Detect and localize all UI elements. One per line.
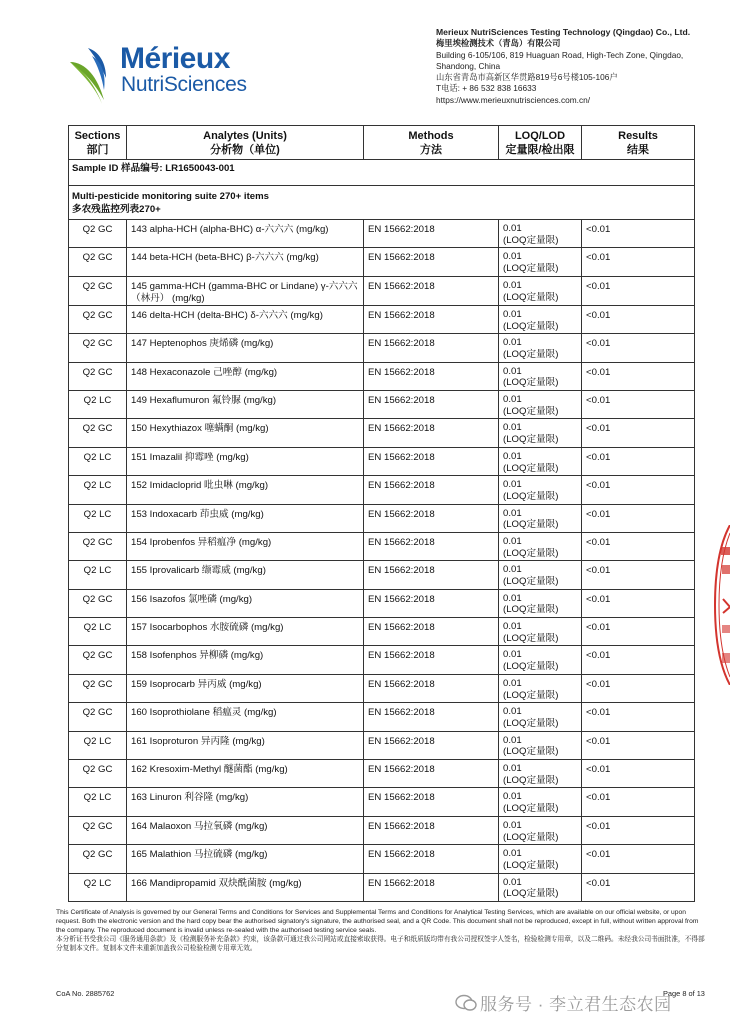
analyte-cell: 154 Iprobenfos 异稻瘟净 (mg/kg) [127,532,364,560]
result-cell: <0.01 [582,561,695,589]
loq-cell: 0.01 (LOQ定量限) [499,646,582,674]
table-row [69,390,695,418]
loq-cell: 0.01 (LOQ定量限) [499,731,582,759]
suite-title: Multi-pesticide monitoring suite 270+ items 多农残监控列表270+ [69,186,695,220]
table-row [69,362,695,390]
result-cell: <0.01 [582,674,695,702]
method-cell: EN 15662:2018 [364,447,499,475]
table-row [69,845,695,873]
terms-disclaimer [56,908,706,953]
loq-cell: 0.01 (LOQ定量限) [499,276,582,305]
section-cell: Q2 GC [69,760,127,788]
method-cell: EN 15662:2018 [364,220,499,248]
section-cell: Q2 LC [69,788,127,816]
section-cell: Q2 LC [69,476,127,504]
analyte-cell: 160 Isoprothiolane 稻瘟灵 (mg/kg) [127,703,364,731]
table-row [69,334,695,362]
loq-cell: 0.01 (LOQ定量限) [499,760,582,788]
result-cell: <0.01 [582,816,695,844]
section-cell: Q2 GC [69,305,127,333]
table-row [69,760,695,788]
analyte-cell: 166 Mandipropamid 双炔酰菌胺 (mg/kg) [127,873,364,901]
company-info [436,27,726,106]
sample-id: Sample ID 样品编号: LR1650043-001 [69,160,695,186]
loq-cell: 0.01 (LOQ定量限) [499,447,582,475]
results-table [68,125,695,902]
method-cell: EN 15662:2018 [364,504,499,532]
loq-cell: 0.01 (LOQ定量限) [499,504,582,532]
section-cell: Q2 GC [69,334,127,362]
analyte-cell: 143 alpha-HCH (alpha-BHC) α-六六六 (mg/kg) [127,220,364,248]
analyte-cell: 165 Malathion 马拉硫磷 (mg/kg) [127,845,364,873]
address-line-2: Shandong, China [436,60,501,71]
analyte-cell: 163 Linuron 利谷隆 (mg/kg) [127,788,364,816]
header-sections: Sections 部门 [69,126,127,160]
section-cell: Q2 LC [69,561,127,589]
result-cell: <0.01 [582,476,695,504]
table-row [69,646,695,674]
analyte-cell: 157 Isocarbophos 水胺硫磷 (mg/kg) [127,618,364,646]
loq-cell: 0.01 (LOQ定量限) [499,618,582,646]
table-header-row [69,126,695,160]
table-row [69,447,695,475]
table-row [69,674,695,702]
result-cell: <0.01 [582,419,695,447]
table-row [69,561,695,589]
section-cell: Q2 GC [69,845,127,873]
result-cell: <0.01 [582,703,695,731]
section-cell: Q2 LC [69,504,127,532]
analyte-cell: 162 Kresoxim-Methyl 醚菌酯 (mg/kg) [127,760,364,788]
method-cell: EN 15662:2018 [364,305,499,333]
result-cell: <0.01 [582,618,695,646]
section-cell: Q2 GC [69,248,127,276]
result-cell: <0.01 [582,504,695,532]
section-cell: Q2 GC [69,220,127,248]
method-cell: EN 15662:2018 [364,362,499,390]
company-name: Merieux NutriSciences Testing Technology (Qingdao) Co., Ltd. [436,27,691,37]
analyte-cell: 153 Indoxacarb 茚虫威 (mg/kg) [127,504,364,532]
wechat-icon [455,994,477,1012]
section-cell: Q2 LC [69,618,127,646]
loq-cell: 0.01 (LOQ定量限) [499,220,582,248]
loq-cell: 0.01 (LOQ定量限) [499,703,582,731]
section-cell: Q2 GC [69,362,127,390]
table-row [69,788,695,816]
method-cell: EN 15662:2018 [364,276,499,305]
header-analytes: Analytes (Units) 分析物（单位) [127,126,364,160]
analyte-cell: 145 gamma-HCH (gamma-BHC or Lindane) γ-六六六（林丹） (mg/kg) [127,276,364,305]
method-cell: EN 15662:2018 [364,760,499,788]
official-seal-fragment [713,525,730,685]
analyte-cell: 159 Isoprocarb 异丙威 (mg/kg) [127,674,364,702]
method-cell: EN 15662:2018 [364,731,499,759]
table-row [69,532,695,560]
table-row [69,731,695,759]
analyte-cell: 149 Hexaflumuron 氟铃脲 (mg/kg) [127,390,364,418]
section-cell: Q2 GC [69,276,127,305]
loq-cell: 0.01 (LOQ定量限) [499,305,582,333]
loq-cell: 0.01 (LOQ定量限) [499,334,582,362]
method-cell: EN 15662:2018 [364,532,499,560]
result-cell: <0.01 [582,589,695,617]
result-cell: <0.01 [582,731,695,759]
result-cell: <0.01 [582,305,695,333]
analyte-cell: 158 Isofenphos 异柳磷 (mg/kg) [127,646,364,674]
method-cell: EN 15662:2018 [364,703,499,731]
loq-cell: 0.01 (LOQ定量限) [499,390,582,418]
loq-cell: 0.01 (LOQ定量限) [499,845,582,873]
result-cell: <0.01 [582,532,695,560]
result-cell: <0.01 [582,447,695,475]
analyte-cell: 147 Heptenophos 庚烯磷 (mg/kg) [127,334,364,362]
loq-cell: 0.01 (LOQ定量限) [499,476,582,504]
method-cell: EN 15662:2018 [364,646,499,674]
table-row [69,504,695,532]
analyte-cell: 150 Hexythiazox 噻螨酮 (mg/kg) [127,419,364,447]
section-cell: Q2 GC [69,816,127,844]
table-row [69,589,695,617]
method-cell: EN 15662:2018 [364,816,499,844]
address-line-1: Building 6-105/106, 819 Huaguan Road, High-Tech Zone, Qingdao, [436,49,684,60]
sample-id-row [69,160,695,186]
analyte-cell: 161 Isoproturon 异丙隆 (mg/kg) [127,731,364,759]
analyte-cell: 156 Isazofos 氯唑磷 (mg/kg) [127,589,364,617]
table-row [69,248,695,276]
result-cell: <0.01 [582,760,695,788]
section-cell: Q2 GC [69,589,127,617]
section-cell: Q2 GC [69,674,127,702]
method-cell: EN 15662:2018 [364,674,499,702]
result-cell: <0.01 [582,788,695,816]
website-link[interactable]: https://www.merieuxnutrisciences.com.cn/ [436,94,591,105]
result-cell: <0.01 [582,220,695,248]
header-loq-lod: LOQ/LOD 定量限/检出限 [499,126,582,160]
terms-en: This Certificate of Analysis is governed by our General Terms and Conditions for Services and Supplemental Terms and Conditions for Analytical Testing Services, which are available on our official website, or upon request. Both the electronic version and the hard copy bear the authorised signatory's signature, the authorised seal, and a QR Code. This document shall not be reproduced, except in full, without written approval from the company. The reproduced document is invalid unless re-sealed with the authorised testing service seals. [56,909,699,935]
method-cell: EN 15662:2018 [364,873,499,901]
header-methods: Methods 方法 [364,126,499,160]
table-row [69,816,695,844]
terms-cn: 本分析证书受我公司《服务通用条款》及《检测服务补充条款》约束，该条款可通过我公司网站或直接索取获得。电子和纸质版均带有我公司授权签字人签名，检验检测专用章，以及二维码。未经我公司书面批准，不得部分复制本文件。复制本文件未重新加盖我公司检验检测专用章无效。 [56,936,705,953]
table-row [69,476,695,504]
table-row [69,305,695,333]
section-cell: Q2 LC [69,447,127,475]
result-cell: <0.01 [582,646,695,674]
loq-cell: 0.01 (LOQ定量限) [499,674,582,702]
section-cell: Q2 GC [69,419,127,447]
company-name-cn: 梅里埃检测技术（青岛）有限公司 [436,38,561,49]
logo-wordmark [120,44,247,96]
phone: T电话: + 86 532 838 16633 [436,83,537,94]
table-row [69,419,695,447]
loq-cell: 0.01 (LOQ定量限) [499,362,582,390]
section-cell: Q2 GC [69,703,127,731]
method-cell: EN 15662:2018 [364,788,499,816]
method-cell: EN 15662:2018 [364,476,499,504]
table-row [69,703,695,731]
analyte-cell: 164 Malaoxon 马拉氧磷 (mg/kg) [127,816,364,844]
table-row [69,276,695,305]
result-cell: <0.01 [582,276,695,305]
suite-title-row [69,186,695,220]
method-cell: EN 15662:2018 [364,390,499,418]
header-results: Results 结果 [582,126,695,160]
method-cell: EN 15662:2018 [364,248,499,276]
result-cell: <0.01 [582,845,695,873]
method-cell: EN 15662:2018 [364,589,499,617]
result-cell: <0.01 [582,873,695,901]
section-cell: Q2 LC [69,731,127,759]
loq-cell: 0.01 (LOQ定量限) [499,248,582,276]
loq-cell: 0.01 (LOQ定量限) [499,589,582,617]
table-row [69,220,695,248]
analyte-cell: 146 delta-HCH (delta-BHC) δ-六六六 (mg/kg) [127,305,364,333]
method-cell: EN 15662:2018 [364,334,499,362]
method-cell: EN 15662:2018 [364,561,499,589]
watermark-text: 服务号 · 李立君生态农园 [480,995,672,1014]
logo-sub-text: NutriSciences [121,73,247,96]
method-cell: EN 15662:2018 [364,618,499,646]
loq-cell: 0.01 (LOQ定量限) [499,816,582,844]
loq-cell: 0.01 (LOQ定量限) [499,788,582,816]
analyte-cell: 155 Iprovalicarb 缬霉威 (mg/kg) [127,561,364,589]
loq-cell: 0.01 (LOQ定量限) [499,873,582,901]
method-cell: EN 15662:2018 [364,845,499,873]
loq-cell: 0.01 (LOQ定量限) [499,561,582,589]
result-cell: <0.01 [582,334,695,362]
section-cell: Q2 LC [69,873,127,901]
table-row [69,618,695,646]
result-cell: <0.01 [582,362,695,390]
section-cell: Q2 GC [69,646,127,674]
loq-cell: 0.01 (LOQ定量限) [499,419,582,447]
logo-main-text: Mérieux [120,42,230,75]
section-cell: Q2 LC [69,390,127,418]
result-cell: <0.01 [582,390,695,418]
section-cell: Q2 GC [69,532,127,560]
result-cell: <0.01 [582,248,695,276]
page-number: Page 8 of 13 [663,989,705,998]
analyte-cell: 151 Imazalil 抑霉唑 (mg/kg) [127,447,364,475]
address-cn: 山东省青岛市高新区华贯路819号6号楼105-106户 [436,72,618,83]
analyte-cell: 144 beta-HCH (beta-BHC) β-六六六 (mg/kg) [127,248,364,276]
analyte-cell: 152 Imidacloprid 吡虫啉 (mg/kg) [127,476,364,504]
method-cell: EN 15662:2018 [364,419,499,447]
table-row [69,873,695,901]
coa-number: CoA No. 2885762 [56,989,115,998]
analyte-cell: 148 Hexaconazole 己唑醇 (mg/kg) [127,362,364,390]
loq-cell: 0.01 (LOQ定量限) [499,532,582,560]
